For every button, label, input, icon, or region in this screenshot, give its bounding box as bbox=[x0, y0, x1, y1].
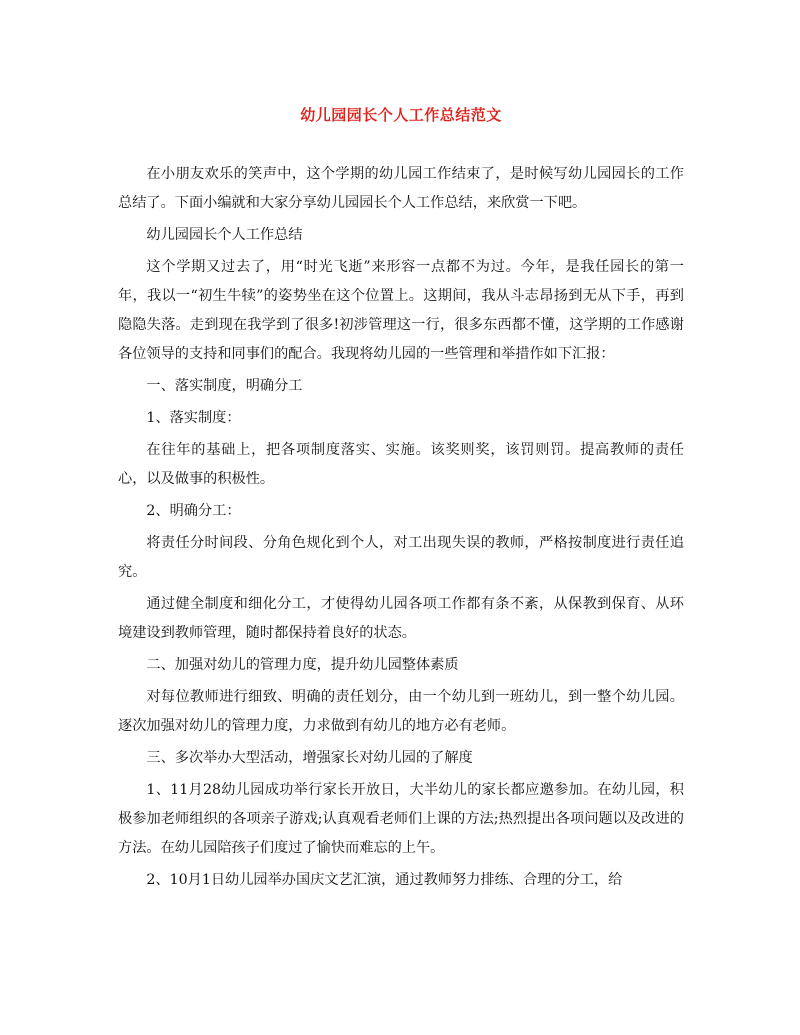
paragraph-3-2: 2、10月1日幼儿园举办国庆文艺汇演，通过教师努力排练、合理的分工，给 bbox=[146, 872, 623, 888]
section-heading-1: 一、落实制度，明确分工 bbox=[146, 378, 303, 394]
paragraph-3-1: 1、11月28幼儿园成功举行家长开放日，大半幼儿的家长都应邀参加。在幼儿园，积极参加老师组织的各项亲子游戏;认真观看老师们上课的方法;热烈提出各项问题以及改进的方法。在幼儿园陪孩子们度过了愉快而难忘的上午。 bbox=[118, 782, 684, 856]
paragraph-1-2: 将责任分时间段、分角色规化到个人，对工出现失误的教师，严格按制度进行责任追究。 bbox=[118, 535, 684, 580]
paragraph-2: 对每位教师进行细致、明确的责任划分，由一个幼儿到一班幼儿，到一整个幼儿园。逐次加强对幼儿的管理力度，力求做到有幼儿的地方必有老师。 bbox=[118, 689, 684, 734]
paragraph-subtitle: 幼儿园园长个人工作总结 bbox=[146, 227, 303, 243]
document-body bbox=[118, 160, 684, 898]
paragraph-intro: 在小朋友欢乐的笑声中，这个学期的幼儿园工作结束了，是时候写幼儿园园长的工作总结了。下面小编就和大家分享幼儿园园长个人工作总结，来欣赏一下吧。 bbox=[118, 166, 684, 211]
subsection-heading-1-1: 1、落实制度： bbox=[146, 410, 241, 426]
paragraph-1-1: 在往年的基础上，把各项制度落实、实施。该奖则奖，该罚则罚。提高教师的责任心，以及做事的积极性。 bbox=[118, 442, 684, 487]
document-title: 幼儿园园长个人工作总结范文 bbox=[300, 106, 502, 124]
section-heading-3: 三、多次举办大型活动，增强家长对幼儿园的了解度 bbox=[146, 750, 473, 766]
subsection-heading-1-2: 2、明确分工： bbox=[146, 503, 241, 519]
paragraph-1-summary: 通过健全制度和细化分工，才使得幼儿园各项工作都有条不紊，从保教到保育、从环境建设到教师管理，随时都保持着良好的状态。 bbox=[118, 596, 684, 641]
paragraph-opening: 这个学期又过去了，用“时光飞逝”来形容一点都不为过。今年，是我任园长的第一年，我以一“初生牛犊”的姿势坐在这个位置上。这期间，我从斗志昂扬到无从下手，再到隐隐失落。走到现在我学到了很多!初涉管理这一行，很多东西都不懂，这学期的工作感谢各位领导的支持和同事们的配合。我现将幼儿园的一些管理和举措作如下汇报： bbox=[118, 259, 684, 362]
section-heading-2: 二、加强对幼儿的管理力度，提升幼儿园整体素质 bbox=[146, 657, 459, 673]
